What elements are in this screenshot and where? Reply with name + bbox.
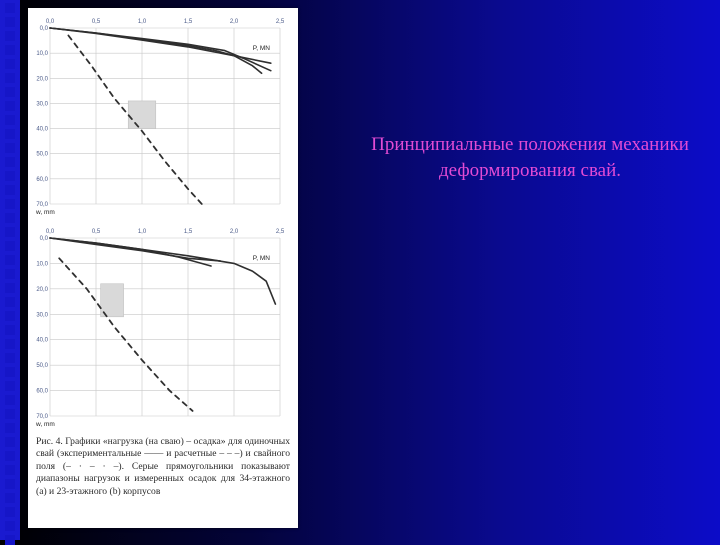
x-tick-label: 0,0 (45, 19, 55, 25)
left-square-border (0, 0, 20, 540)
border-square (5, 213, 15, 223)
border-square (5, 59, 15, 69)
y-tick-label: 70,0 (36, 414, 48, 420)
border-square (5, 339, 15, 349)
border-square (5, 255, 15, 265)
border-square (5, 437, 15, 447)
x-tick-label: 0,5 (91, 19, 101, 25)
y-tick-label: 40,0 (36, 337, 48, 344)
border-square (5, 311, 15, 321)
border-square (5, 479, 15, 489)
y-tick-label: 50,0 (36, 151, 48, 158)
border-square (5, 353, 15, 363)
series-experimental-2 (50, 238, 211, 266)
x-tick-label: 2,5 (275, 19, 285, 25)
x-tick-label: 1,5 (183, 229, 193, 235)
border-square (5, 367, 15, 377)
border-square (5, 31, 15, 41)
y-tick-label: 20,0 (36, 286, 48, 293)
y-axis-label: w, mm (36, 209, 55, 216)
x-tick-label: 2,0 (229, 19, 239, 25)
y-tick-label: 40,0 (36, 126, 48, 133)
y-axis-label: w, mm (36, 421, 55, 428)
border-square (5, 87, 15, 97)
border-square (5, 423, 15, 433)
border-square (5, 395, 15, 405)
x-tick-label: 0,0 (45, 229, 55, 235)
x-tick-label: 2,0 (229, 229, 239, 235)
border-square (5, 325, 15, 335)
y-tick-label: 30,0 (36, 312, 48, 319)
y-tick-label: 70,0 (36, 202, 48, 208)
range-rectangle-a (128, 101, 156, 129)
y-tick-label: 20,0 (36, 76, 48, 83)
y-tick-label: 60,0 (36, 388, 48, 395)
border-square (5, 3, 15, 13)
charts-figure (28, 8, 298, 428)
y-tick-label: 60,0 (36, 176, 48, 183)
series-calculated-pile-field (59, 258, 192, 411)
border-square (5, 227, 15, 237)
border-square (5, 465, 15, 475)
y-tick-label: 10,0 (36, 261, 48, 268)
border-square (5, 451, 15, 461)
y-tick-label: 10,0 (36, 51, 48, 58)
y-tick-label: 0,0 (39, 26, 48, 32)
border-square (5, 241, 15, 251)
x-tick-label: 2,5 (275, 229, 285, 235)
border-square (5, 45, 15, 55)
border-square (5, 507, 15, 517)
border-square (5, 129, 15, 139)
series-experimental-1 (50, 28, 262, 73)
border-square (5, 297, 15, 307)
border-square (5, 101, 15, 111)
border-square (5, 521, 15, 531)
x-axis-label: P, MN (252, 45, 270, 52)
slide-title: Принципиальные положения механики деформирования свай. (371, 134, 689, 181)
x-tick-label: 1,5 (183, 19, 193, 25)
border-square (5, 535, 15, 545)
border-square (5, 115, 15, 125)
border-square (5, 73, 15, 83)
border-square (5, 157, 15, 167)
x-tick-label: 0,5 (91, 229, 101, 235)
y-tick-label: 30,0 (36, 101, 48, 108)
border-square (5, 185, 15, 195)
x-axis-label: P, MN (252, 255, 270, 262)
border-square (5, 269, 15, 279)
border-square (5, 143, 15, 153)
border-square (5, 17, 15, 27)
figure-caption: Рис. 4. Графики «нагрузка (на сваю) – осадка» для одиночных свай (экспериментальные —— и расчетные – – –) и свайного поля (– · – · –). Серые прямоугольники показывают диапазоны нагрузок и измеренных осадок для 34-этажного (а) и 23-этажного (b) корпусов (36, 436, 290, 497)
y-tick-label: 0,0 (39, 236, 48, 242)
series-experimental-2 (50, 28, 271, 71)
border-square (5, 283, 15, 293)
border-square (5, 381, 15, 391)
figure-sheet (28, 8, 298, 528)
y-tick-label: 50,0 (36, 363, 48, 370)
x-tick-label: 1,0 (137, 19, 147, 25)
x-tick-label: 1,0 (137, 229, 147, 235)
border-square (5, 171, 15, 181)
border-square (5, 493, 15, 503)
border-square (5, 199, 15, 209)
border-square (5, 409, 15, 419)
series-experimental-1 (50, 238, 275, 304)
